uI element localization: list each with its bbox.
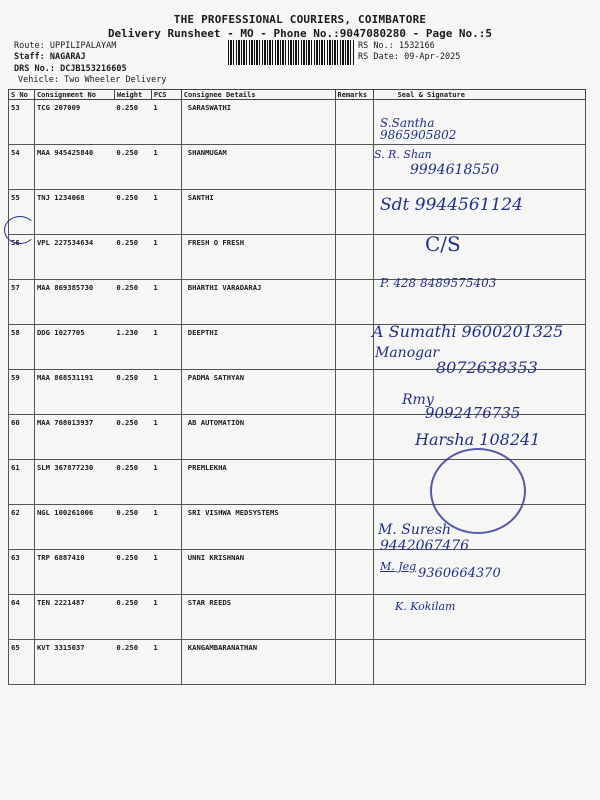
cell-remarks (335, 100, 373, 145)
cell-pcs: 1 (151, 595, 181, 640)
signature-row-57: P. 428 8489575403 (380, 276, 497, 290)
cell-consignment: TEN 2221487 (34, 595, 114, 640)
phone-row-63: 9442067476 (380, 538, 470, 554)
phone-row-53: 9865905802 (380, 128, 457, 142)
signature-row-55: Sdt 9944561124 (380, 195, 523, 215)
col-pcs: PCS (151, 90, 181, 100)
cell-consignment: MAA 708013937 (34, 415, 114, 460)
rs-no-line: RS No.: 1532166 (358, 41, 435, 51)
cell-consignee: PREMLEKHA (181, 460, 335, 505)
cell-consignment: TNJ 1234068 (34, 190, 114, 235)
cell-weight: 0.250 (114, 415, 151, 460)
cell-consignee: AB AUTOMATION (181, 415, 335, 460)
runsheet-table (8, 89, 586, 685)
rs-date-value: 09-Apr-2025 (404, 52, 461, 62)
cell-weight: 0.250 (114, 190, 151, 235)
cell-weight: 0.250 (114, 640, 151, 685)
col-remarks: Remarks (335, 90, 373, 100)
cell-remarks (335, 550, 373, 595)
cell-consignment: TRP 6887410 (34, 550, 114, 595)
cell-remarks (335, 640, 373, 685)
company-title: THE PROFESSIONAL COURIERS, COIMBATORE (173, 13, 427, 26)
cell-weight: 0.250 (114, 550, 151, 595)
drs-line: DRS No.: DCJB153216605 (14, 64, 127, 74)
runsheet-subtitle: Delivery Runsheet - MO - Phone No.:9047080280 - Page No.:5 (107, 27, 493, 40)
signature-row-56: C/S (425, 232, 461, 256)
cell-remarks (335, 145, 373, 190)
cell-sno: 62 (9, 505, 35, 550)
staff-line: Staff: NAGARAJ (14, 52, 86, 62)
cell-remarks (335, 190, 373, 235)
cell-remarks (335, 505, 373, 550)
cell-consignee: SANTHI (181, 190, 335, 235)
cell-signature (373, 235, 586, 280)
cell-consignment: VPL 227534634 (34, 235, 114, 280)
cell-weight: 0.250 (114, 370, 151, 415)
cell-pcs: 1 (151, 145, 181, 190)
cell-pcs: 1 (151, 190, 181, 235)
cell-consignment: NGL 100261006 (34, 505, 114, 550)
cell-consignment: DDG 1027705 (34, 325, 114, 370)
cell-consignee: PADMA SATHYAN (181, 370, 335, 415)
table-row (9, 640, 586, 685)
row-56-circle-mark (4, 216, 36, 244)
cell-sno: 53 (9, 100, 35, 145)
cell-sno: 64 (9, 595, 35, 640)
signature-row-59: Manogar (375, 345, 440, 361)
cell-weight: 0.250 (114, 235, 151, 280)
cell-consignment: MAA 868531191 (34, 370, 114, 415)
col-weight: Weight (114, 90, 151, 100)
cell-pcs: 1 (151, 460, 181, 505)
cell-weight: 0.250 (114, 505, 151, 550)
cell-consignee: STAR REEDS (181, 595, 335, 640)
signature-row-60: Rmy (402, 392, 434, 408)
cell-remarks (335, 370, 373, 415)
rs-date-line: RS Date: 09-Apr-2025 (358, 52, 461, 62)
cell-consignee: SHANMUGAM (181, 145, 335, 190)
vehicle-line: Vehicle: Two Wheeler Delivery (18, 75, 167, 85)
cell-sno: 54 (9, 145, 35, 190)
cell-consignment: MAA 869385730 (34, 280, 114, 325)
cell-consignee: KANGAMBARANATHAN (181, 640, 335, 685)
signature-row-58: A Sumathi 9600201325 (372, 322, 564, 341)
barcode-image (228, 40, 354, 65)
cell-consignee: BHARTHI VARADARAJ (181, 280, 335, 325)
col-sno: S No (9, 90, 35, 100)
cell-consignee: SARASWATHI (181, 100, 335, 145)
signature-row-61: Harsha 108241 (415, 430, 541, 449)
table-header-row (9, 90, 586, 100)
cell-sno: 55 (9, 190, 35, 235)
cell-pcs: 1 (151, 235, 181, 280)
cell-sno: 59 (9, 370, 35, 415)
table-row (9, 235, 586, 280)
table-row (9, 595, 586, 640)
signature-row-54: S. R. Shan (374, 148, 432, 161)
cell-weight: 0.250 (114, 280, 151, 325)
cell-pcs: 1 (151, 415, 181, 460)
drs-value: DCJB153216605 (60, 64, 127, 74)
cell-remarks (335, 235, 373, 280)
staff-value: NAGARAJ (49, 52, 86, 62)
cell-remarks (335, 415, 373, 460)
phone-row-64: 9360664370 (418, 566, 501, 581)
route-value: UPPILIPALAYAM (49, 41, 117, 51)
signature-row-53: S.Santha (380, 116, 435, 130)
cell-sno: 57 (9, 280, 35, 325)
cell-weight: 0.250 (114, 460, 151, 505)
phone-row-54: 9994618550 (410, 162, 500, 178)
cell-pcs: 1 (151, 100, 181, 145)
col-signature: Seal & Signature (373, 90, 586, 100)
cell-sno: 61 (9, 460, 35, 505)
cell-sno: 63 (9, 550, 35, 595)
cell-weight: 1.230 (114, 325, 151, 370)
cell-pcs: 1 (151, 640, 181, 685)
cell-weight: 0.250 (114, 595, 151, 640)
rs-no-value: 1532166 (398, 41, 435, 51)
col-consignee: Consignee Details (181, 90, 335, 100)
cell-signature (373, 640, 586, 685)
cell-weight: 0.250 (114, 100, 151, 145)
cell-sno: 56 (9, 235, 35, 280)
cell-remarks (335, 325, 373, 370)
cell-pcs: 1 (151, 550, 181, 595)
cell-sno: 65 (9, 640, 35, 685)
cell-consignment: KVT 3315037 (34, 640, 114, 685)
vehicle-value: Two Wheeler Delivery (64, 75, 167, 85)
cell-consignee: DEEPTHI (181, 325, 335, 370)
cell-weight: 0.250 (114, 145, 151, 190)
cell-consignee: SRI VISHWA MEDSYSTEMS (181, 505, 335, 550)
cell-remarks (335, 460, 373, 505)
signature-row-65: K. Kokilam (395, 600, 456, 613)
phone-row-60: 9092476735 (425, 404, 521, 422)
signature-row-63: M. Suresh (378, 522, 452, 538)
route-line: Route: UPPILIPALAYAM (14, 41, 117, 51)
table-row (9, 100, 586, 145)
cell-consignment: MAA 945425840 (34, 145, 114, 190)
cell-consignee: UNNI KRISHNAN (181, 550, 335, 595)
cell-sno: 58 (9, 325, 35, 370)
cell-pcs: 1 (151, 370, 181, 415)
cell-sno: 60 (9, 415, 35, 460)
cell-pcs: 1 (151, 505, 181, 550)
cell-pcs: 1 (151, 280, 181, 325)
table-row (9, 280, 586, 325)
phone-row-59: 8072638353 (436, 358, 538, 377)
col-consignment: Consignment No (34, 90, 114, 100)
cell-consignee: FRESH O FRESH (181, 235, 335, 280)
cell-remarks (335, 595, 373, 640)
cell-consignment: SLM 367877230 (34, 460, 114, 505)
cell-pcs: 1 (151, 325, 181, 370)
cell-remarks (335, 280, 373, 325)
cell-consignment: TCG 207009 (34, 100, 114, 145)
signature-row-64: M. Jeg (380, 560, 417, 573)
